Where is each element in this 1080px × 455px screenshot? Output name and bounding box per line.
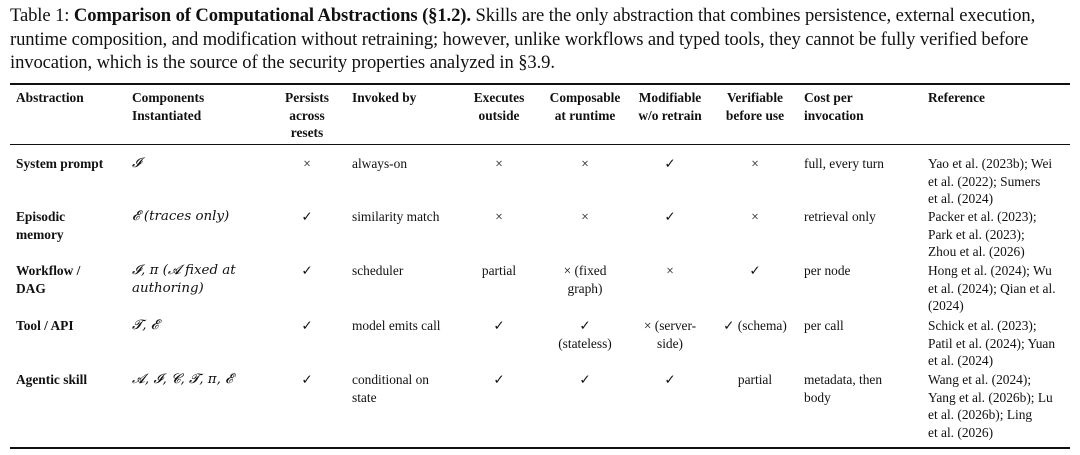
column-header-abstraction: Abstraction: [16, 90, 84, 105]
cell-verifiable: ✓ (schema): [723, 318, 787, 333]
table-caption: [10, 4, 1072, 75]
cell-executes: ✓: [493, 372, 505, 387]
cell-cost: metadata, then body: [804, 372, 883, 405]
cell-invoked-by: similarity match: [352, 209, 440, 224]
cell-executes: ×: [495, 156, 503, 171]
column-header-cost: Cost per invocation: [804, 90, 864, 123]
bottom-rule: [10, 447, 1070, 449]
column-header-modifiable: Modifiable w/o retrain: [638, 90, 702, 123]
cell-persists: ✓: [301, 263, 313, 278]
cell-cost: per call: [804, 318, 844, 333]
cell-invoked-by: conditional on state: [352, 372, 429, 405]
cell-modifiable: ×: [666, 263, 674, 278]
cell-executes: ✓: [493, 318, 505, 333]
caption-prefix: Table 1:: [10, 5, 74, 26]
cell-reference: Wang et al. (2024); Yang et al. (2026b); Lu et al. (2026b); Ling et al. (2026): [928, 372, 1053, 440]
caption-body: Skills are the only abstraction that combines persistence, external execution, runtime composition, and modification without retraining; however, unlike workflows and typed tools, they cannot be fully verified before invocation, which is the source of the security properties analyzed in §3.9.: [10, 5, 1036, 73]
cell-modifiable: × (server- side): [643, 318, 697, 351]
cell-persists: ✓: [301, 372, 313, 387]
cell-persists: ✓: [301, 209, 313, 224]
cell-abstraction: Tool / API: [16, 318, 74, 333]
cell-abstraction: Episodic memory: [16, 209, 66, 242]
cell-persists: ✓: [301, 318, 313, 333]
column-header-verifiable: Verifiable before use: [725, 90, 785, 123]
cell-components: 𝓣, 𝓔: [132, 318, 159, 333]
cell-verifiable: ×: [751, 209, 759, 224]
top-rule: [10, 83, 1070, 85]
cell-components: 𝓘: [132, 156, 142, 171]
cell-persists: ×: [303, 156, 311, 171]
cell-components: 𝓔 (traces only): [132, 209, 230, 224]
cell-composable: ×: [581, 209, 589, 224]
cell-cost: per node: [804, 263, 851, 278]
cell-verifiable: ×: [751, 156, 759, 171]
caption-title: Comparison of Computational Abstractions (§1.2).: [73, 5, 471, 26]
cell-cost: full, every turn: [804, 156, 884, 171]
cell-abstraction: Workflow / DAG: [16, 263, 81, 296]
column-header-persists: Persists across resets: [285, 90, 329, 140]
column-header-invoked-by: Invoked by: [352, 90, 417, 105]
cell-composable: ✓: [579, 372, 591, 387]
cell-executes: ×: [495, 209, 503, 224]
cell-verifiable: partial: [737, 372, 773, 387]
column-header-components: Components Instantiated: [132, 90, 205, 123]
column-header-reference: Reference: [928, 90, 985, 105]
cell-composable: ×: [581, 156, 589, 171]
cell-components: 𝓐, 𝓘, 𝓒, 𝓣, π, 𝓔: [132, 372, 233, 387]
column-header-composable: Composable at runtime: [549, 90, 621, 123]
cell-reference: Hong et al. (2024); Wu et al. (2024); Qian et al. (2024): [928, 263, 1056, 313]
cell-executes: partial: [481, 263, 517, 278]
cell-reference: Yao et al. (2023b); Wei et al. (2022); Sumers et al. (2024): [928, 156, 1053, 206]
cell-modifiable: ✓: [664, 372, 676, 387]
cell-modifiable: ✓: [664, 156, 676, 171]
cell-invoked-by: model emits call: [352, 318, 441, 333]
cell-modifiable: ✓: [664, 209, 676, 224]
header-rule: [10, 144, 1070, 145]
cell-components: 𝓘, π (𝓐 fixed at authoring): [132, 263, 236, 296]
cell-invoked-by: always-on: [352, 156, 408, 171]
cell-abstraction: Agentic skill: [16, 372, 88, 387]
cell-composable: × (fixed graph): [563, 263, 607, 296]
cell-reference: Schick et al. (2023); Patil et al. (2024); Yuan et al. (2024): [928, 318, 1056, 368]
cell-abstraction: System prompt: [16, 156, 104, 171]
cell-reference: Packer et al. (2023); Park et al. (2023); Zhou et al. (2026): [928, 209, 1037, 259]
cell-invoked-by: scheduler: [352, 263, 404, 278]
cell-composable: ✓ (stateless): [558, 318, 612, 351]
cell-verifiable: ✓: [749, 263, 761, 278]
column-header-executes: Executes outside: [473, 90, 525, 123]
cell-cost: retrieval only: [804, 209, 876, 224]
